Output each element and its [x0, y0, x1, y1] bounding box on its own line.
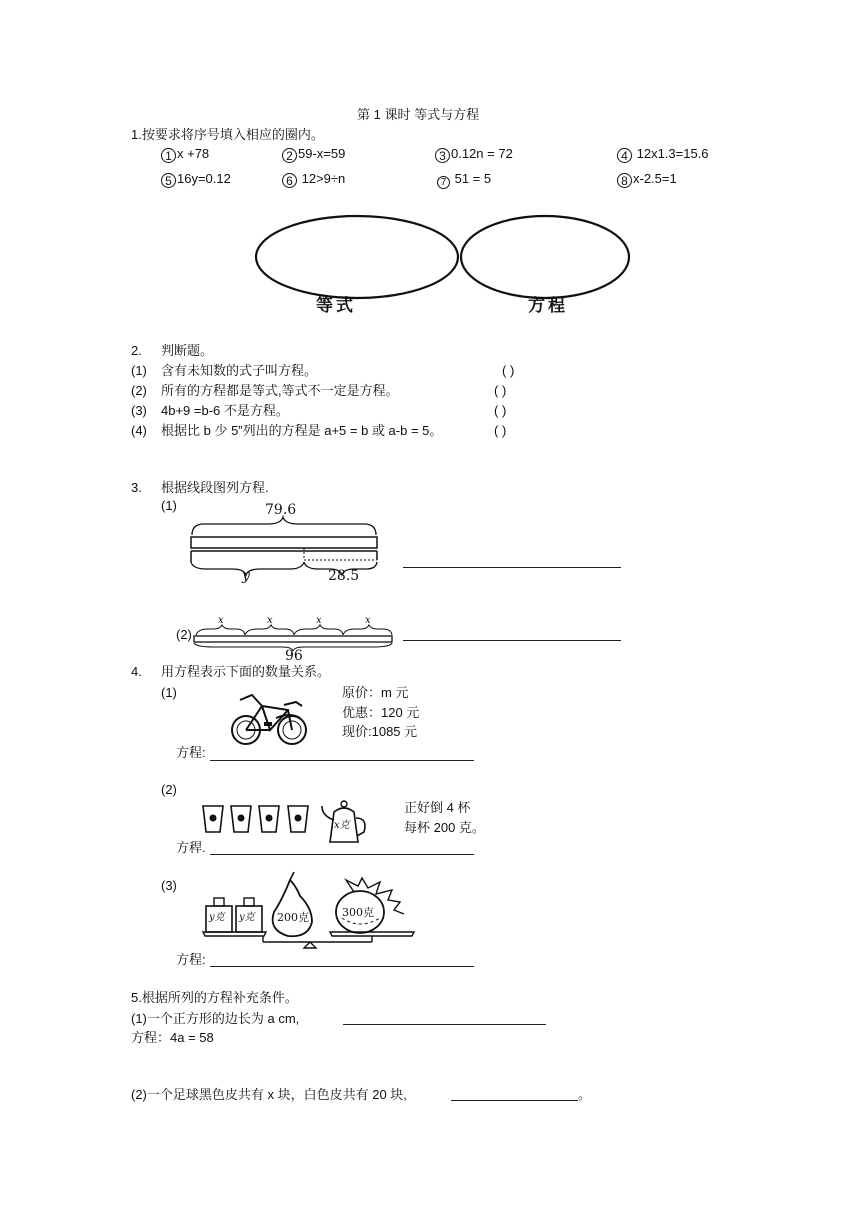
q2-item-number: (1) [131, 363, 147, 378]
segment-y-label: y [242, 568, 250, 584]
q5-sub1-text: (1)一个正方形的边长为 a cm, [131, 1011, 300, 1026]
q5-sub1-equation: 方程：4a = 58 [131, 1030, 214, 1045]
q2-item-text: 含有未知数的式子叫方程。 [161, 363, 318, 378]
item-number: 7 [437, 176, 450, 189]
pear-icon [273, 880, 312, 936]
answer-bracket[interactable]: ( ) [494, 383, 507, 398]
segment-x-label: x [218, 615, 224, 626]
item-number: 8 [617, 173, 632, 188]
q4-prompt: 用方程表示下面的数量关系。 [161, 664, 331, 679]
q2-item-number: (3) [131, 403, 147, 418]
item-number: 4 [617, 148, 632, 163]
q3-sub1-number: (1) [161, 498, 177, 513]
equation-label: 方稈. [176, 840, 206, 855]
q1-prompt: 1.按要求将序号填入相应的圈内。 [131, 127, 324, 142]
pear-label: 200克 [277, 911, 309, 924]
q5-sub2-text: (2)一个足球黑色皮共有 x 块，白色皮共有 20 块, [131, 1087, 407, 1102]
sentence-end: 。 [578, 1087, 592, 1102]
item-expr: 12x1.3=15.6 [633, 146, 709, 161]
q2-prompt: 判断题。 [161, 343, 214, 358]
cups-condition: 正好倒 4 杯 [404, 800, 471, 815]
segment-x-label: x [316, 615, 322, 626]
q3-sub2-number: (2) [176, 627, 192, 642]
segment-total-label: 96 [285, 648, 303, 664]
kettle-label: x克 [334, 820, 350, 831]
q2-number: 2. [131, 343, 142, 358]
item-expr: 16y=0.12 [177, 171, 231, 186]
q5-prompt: 5.根据所列的方程补充条件。 [131, 990, 298, 1005]
q4-sub2-number: (2) [161, 782, 177, 797]
segment-right-label: 28.5 [328, 568, 360, 584]
item-number: 2 [282, 148, 297, 163]
answer-bracket[interactable]: ( ) [502, 363, 515, 378]
item-number: 3 [435, 148, 450, 163]
item-number: 5 [161, 173, 176, 188]
q2-item-text: 4b+9 =b-6 不是方程。 [161, 403, 289, 418]
answer-line[interactable] [210, 966, 474, 967]
answer-bracket[interactable]: ( ) [494, 403, 507, 418]
item-number: 1 [161, 148, 176, 163]
segment-total-label: 79.6 [265, 502, 297, 518]
item-number: 6 [282, 173, 297, 188]
cup-weight: 每杯 200 克。 [404, 820, 485, 835]
page-title: 第 1 课时 等式与方程 [357, 107, 480, 122]
q3-number: 3. [131, 480, 142, 495]
equality-label: 等式 [316, 296, 356, 316]
item-expr: 59-x=59 [298, 146, 346, 161]
q2-item-number: (4) [131, 423, 147, 438]
answer-line[interactable] [451, 1100, 578, 1101]
item-expr: 51 = 5 [451, 171, 492, 186]
item-expr: 0.12n = 72 [451, 146, 513, 161]
segment-x-label: x [365, 615, 371, 626]
q4-sub1-number: (1) [161, 685, 177, 700]
q3-prompt: 根据线段图列方程. [161, 480, 269, 495]
q4-sub3-number: (3) [161, 878, 177, 893]
q4-number: 4. [131, 664, 142, 679]
item-expr: x +78 [177, 146, 210, 161]
item-expr: 12>9÷n [298, 171, 346, 186]
q2-item-text: 所有的方程都是等式,等式不一定是方程。 [161, 383, 399, 398]
weight-box-label: y克 [239, 912, 255, 923]
segment-x-label: x [267, 615, 273, 626]
q2-item-text: 根据比 b 少 5”列出的方程是 a+5 = b 或 a-b = 5。 [161, 423, 443, 438]
current-price: 现价:1085 元 [342, 724, 418, 739]
weight-box-label: y克 [209, 912, 225, 923]
item-expr: x-2.5=1 [633, 171, 677, 186]
equation-label: 方程: [176, 952, 206, 967]
discount: 优惠：120 元 [342, 705, 420, 720]
pineapple-label: 300克 [342, 906, 374, 919]
q2-item-number: (2) [131, 383, 147, 398]
original-price: 原价：m 元 [342, 685, 409, 700]
answer-bracket[interactable]: ( ) [494, 423, 507, 438]
equation-label: 方程 [528, 296, 568, 316]
equation-label: 方程: [176, 745, 206, 760]
answer-line[interactable] [343, 1024, 546, 1025]
